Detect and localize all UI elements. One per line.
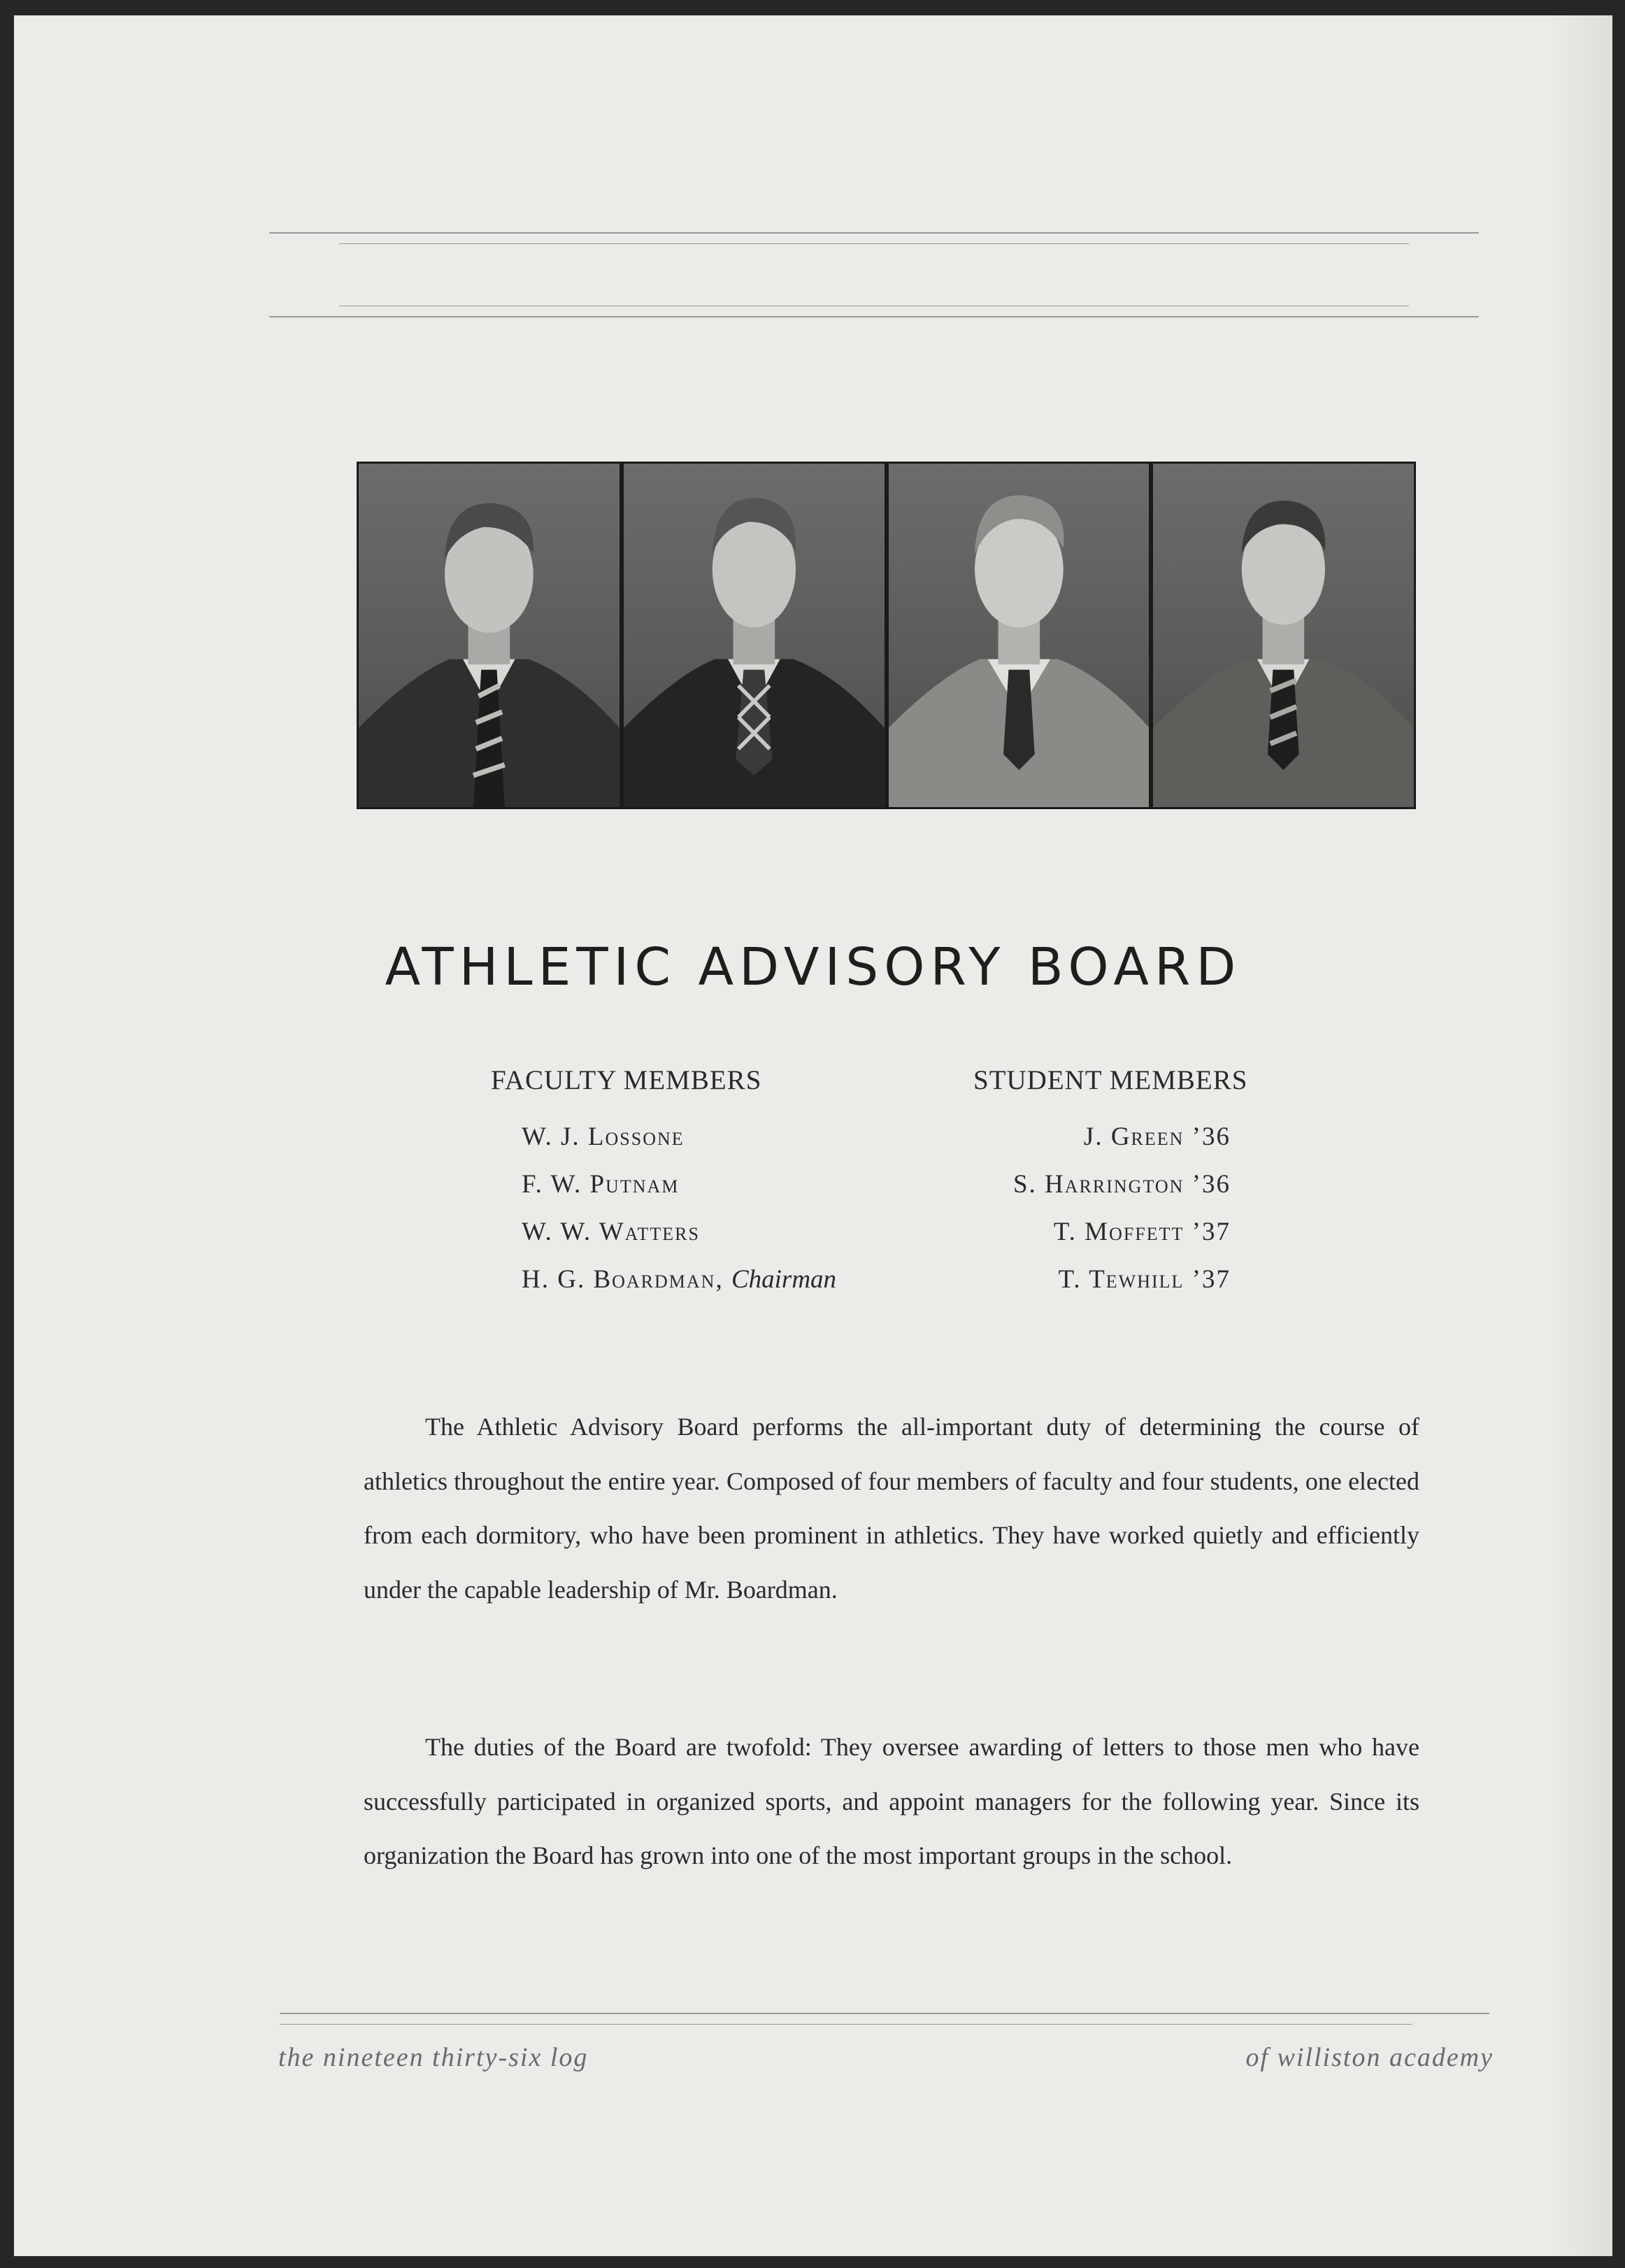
header-rule-2 bbox=[339, 243, 1409, 244]
member-photo-strip bbox=[357, 462, 1416, 809]
page-edge-shading bbox=[1549, 15, 1612, 2256]
header-rule-1 bbox=[269, 232, 1479, 234]
portrait-photo-2 bbox=[624, 464, 885, 807]
student-member-1: J. Green ’36 bbox=[1083, 1122, 1231, 1151]
portrait-photo-1 bbox=[359, 464, 620, 807]
faculty-member-3: W. W. Watters bbox=[522, 1218, 700, 1246]
body-paragraph-2: The duties of the Board are twofold: They oversee awarding of letters to those men who have successfully participated in organized sports, and appoint managers for the following year. Since its organization the Board has grown into one of the most important groups in the school. bbox=[364, 1733, 1419, 1869]
faculty-member-2: F. W. Putnam bbox=[522, 1170, 680, 1199]
portrait-figure-3 bbox=[889, 464, 1150, 807]
footer-right: of williston academy bbox=[1245, 2043, 1494, 2072]
faculty-member-1: W. J. Lossone bbox=[522, 1122, 685, 1151]
portrait-figure-4 bbox=[1153, 464, 1414, 807]
chairman-label: Chairman bbox=[731, 1265, 837, 1294]
body-paragraph-1: The Athletic Advisory Board performs the all-important duty of determining the course of athletics throughout the entire year. Composed of four members of faculty and four students, one elected from each dormitory, who have been prominent in athletics. They have worked quietly and efficiently under the capable leadership of Mr. Boardman. bbox=[364, 1413, 1419, 1604]
student-heading: STUDENT MEMBERS bbox=[973, 1065, 1248, 1095]
student-member-4: T. Tewhill ’37 bbox=[1058, 1265, 1231, 1294]
faculty-heading: FACULTY MEMBERS bbox=[491, 1065, 762, 1095]
portrait-figure-1 bbox=[359, 464, 620, 807]
student-member-2: S. Harrington ’36 bbox=[1012, 1170, 1231, 1199]
faculty-member-4: H. G. Boardman, Chairman bbox=[522, 1265, 837, 1294]
footer-rule-2 bbox=[280, 2024, 1412, 2025]
portrait-photo-3 bbox=[889, 464, 1150, 807]
portrait-photo-4 bbox=[1153, 464, 1414, 807]
portrait-figure-2 bbox=[624, 464, 885, 807]
footer-left: the nineteen thirty-six log bbox=[278, 2043, 589, 2072]
student-member-3: T. Moffett ’37 bbox=[1053, 1218, 1231, 1246]
header-rule-4 bbox=[269, 316, 1479, 318]
yearbook-page bbox=[14, 15, 1612, 2256]
footer-rule-1 bbox=[280, 2013, 1489, 2014]
page-title: ATHLETIC ADVISORY BOARD bbox=[385, 937, 1242, 997]
